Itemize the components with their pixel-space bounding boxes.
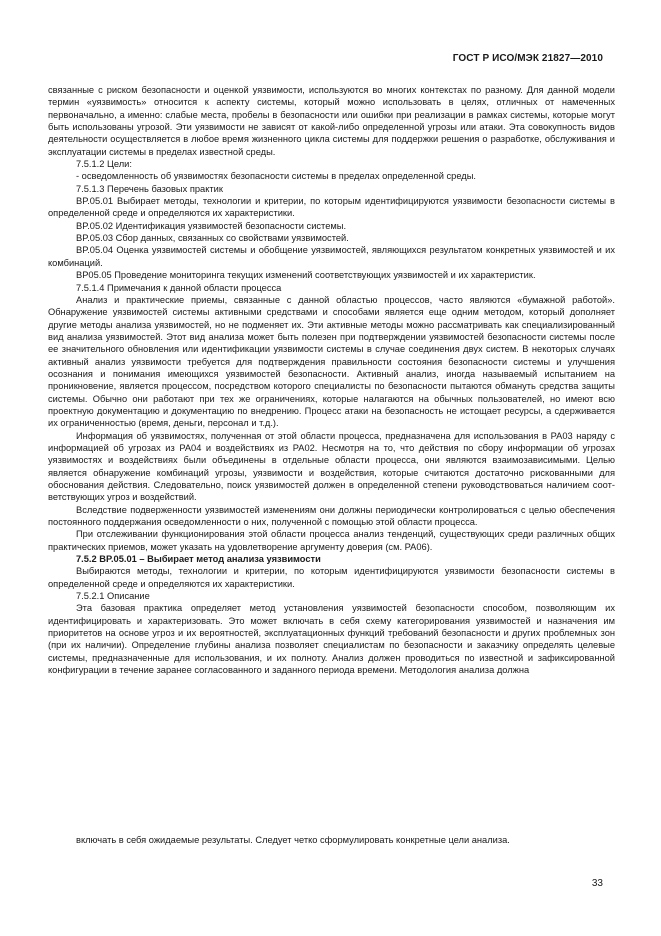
practice-item: BP.05.03 Сбор данных, связанных со свойствами уязвимостей. xyxy=(76,233,349,244)
list-item: - осведомленность об уязвимостях безопасности системы в пределах определенной среды. xyxy=(76,171,476,182)
paragraph: связанные с риском безопасности и оценкой уязвимости, используются во многих контекстах по разному. Для данной модели термин «уязвимость» относится к аспекту системы, который можно использовать в целях, отличных от намеченных первоначально, а именно: слабые места, пробелы в безопасности или ошибки при реализации в рамках системы, которые могут быть использованы угрозой. Эти уязвимости не зависят от какой-либо определенной угрозы или атаки. Эта совокупность видов деятельности осуществляется в любое время жизненного цикла системы для поддержки решения о разработке, обслуживания и эксплуатации системы в пределах известной среды. xyxy=(48,85,615,157)
paragraph: Вследствие подверженности уязвимостей изменениям они должны периодически контролироваться с целью обеспечения постоянного поддержания осведомленности о них, полученной с помощью этой области процесса. xyxy=(48,504,615,528)
paragraph-continuation: включать в себя ожидаемые результаты. Следует четко сформулировать конкретные цели анализа. xyxy=(76,835,510,845)
section-heading: 7.5.1.4 Примечания к данной области процесса xyxy=(76,282,282,293)
paragraph: Анализ и практические приемы, связанные с данной областью процессов, часто являются «бумажной работой». Обнаружение уязвимостей системы активными средствами и способами является еще одним методом, который дополняет другие методы анализа уязвимостей, но не подменяет их. Эти активные методы можно рассматривать как специализированный вид анализа уязвимостей. Этот вид анализа может быть полезен при подтверждении уязвимостей безопасности системы после ее значительного обновления или идентификации уязвимости системы в случае соединения двух систем. В некоторых случаях активный анализ уязвимости требуется для подтверждения правильности состояния безопасности системы и улучшения осознания и понимания имеющихся уязвимостей безопасности. Активный анализ, иногда называемый испытанием на проникновение, является процессом, посредством которого специалисты по безопасности пытаются обмануть средства защиты системы. Обычно они работают при тех же ограничениях, которые налагаются на обычных пользователей, но имеют всю проектную документацию и документацию по внедрению. Процесс атаки на безопасность не истощает ресурсы, а сдерживается их ограниченностью (время, деньги, персонал и т.д.). xyxy=(48,294,615,429)
page-number: 33 xyxy=(591,878,603,889)
practice-item: BP.05.04 Оценка уязвимостей системы и обобщение уязвимостей, являющихся результатом конкретных уязвимостей и их комбинаций. xyxy=(48,245,615,268)
section-heading: 7.5.1.2 Цели: xyxy=(76,159,132,170)
page-tail xyxy=(48,834,615,846)
practice-item: BP.05.01 Выбирает методы, технологии и критерии, по которым идентифицируются уязвимости безопасности системы в определенной среде и определяются их характеристики. xyxy=(48,196,615,219)
section-heading: 7.5.2.1 Описание xyxy=(76,591,150,602)
subsection-title: 7.5.2 BP.05.01 – Выбирает метод анализа уязвимости xyxy=(76,554,321,565)
section-heading: 7.5.1.3 Перечень базовых практик xyxy=(76,183,223,194)
paragraph: Выбираются методы, технологии и критерии, по которым идентифицируются уязвимости безопасности системы в определенной среде и определяются их характеристики. xyxy=(48,566,615,589)
document-header: ГОСТ Р ИСО/МЭК 21827—2010 xyxy=(452,53,603,64)
paragraph: Информация об уязвимостях, полученная от этой области процесса, предназначена для использования в PA03 наряду с информацией об угрозах из PA04 и воздействиях из PA02. Несмотря на то, что действия по сбору информации об угрозах уязвимостях и воздействиях были объединены в отдельные области процесса, они являются взаимозависимыми. Целью является обнаружение комбинаций угрозы, уязвимости и воздействия, которые считаются достаточно рискованными для обоснования действия. Следовательно, поиск уязвимостей должен в определенной степени руководствоваться наличием соответствующих угроз и воздействий. xyxy=(48,430,615,503)
body-text xyxy=(48,84,615,677)
paragraph: При отслеживании функционирования этой области процесса анализ тенденций, существующих среди различных общих практических приемов, может указать на удовлетворение аргументу доверия (см. PA06). xyxy=(48,529,615,552)
practice-item: BP05.05 Проведение мониторинга текущих изменений соответствующих уязвимостей и их характеристик. xyxy=(76,270,536,281)
paragraph: Эта базовая практика определяет метод установления уязвимостей безопасности способом, позволяющим их идентифицировать и характеризовать. Это может включать в себя схему категорирования уязвимостей и назначения им приоритетов на основе угроз и их вероятностей, эксплуатационных функций требований безопасности и других проблемных зон (при их наличии). Определение глубины анализа позволяет специалистам по безопасности и заказчику определять целевые системы, предназначенные для использования, и их полноту. Анализ должен проводиться по известной и зафиксированной конфигурации в течение заранее согласованного и заданного периода времени. Методология анализа должна xyxy=(48,603,615,676)
practice-item: BP.05.02 Идентификация уязвимостей безопасности системы. xyxy=(76,220,347,231)
